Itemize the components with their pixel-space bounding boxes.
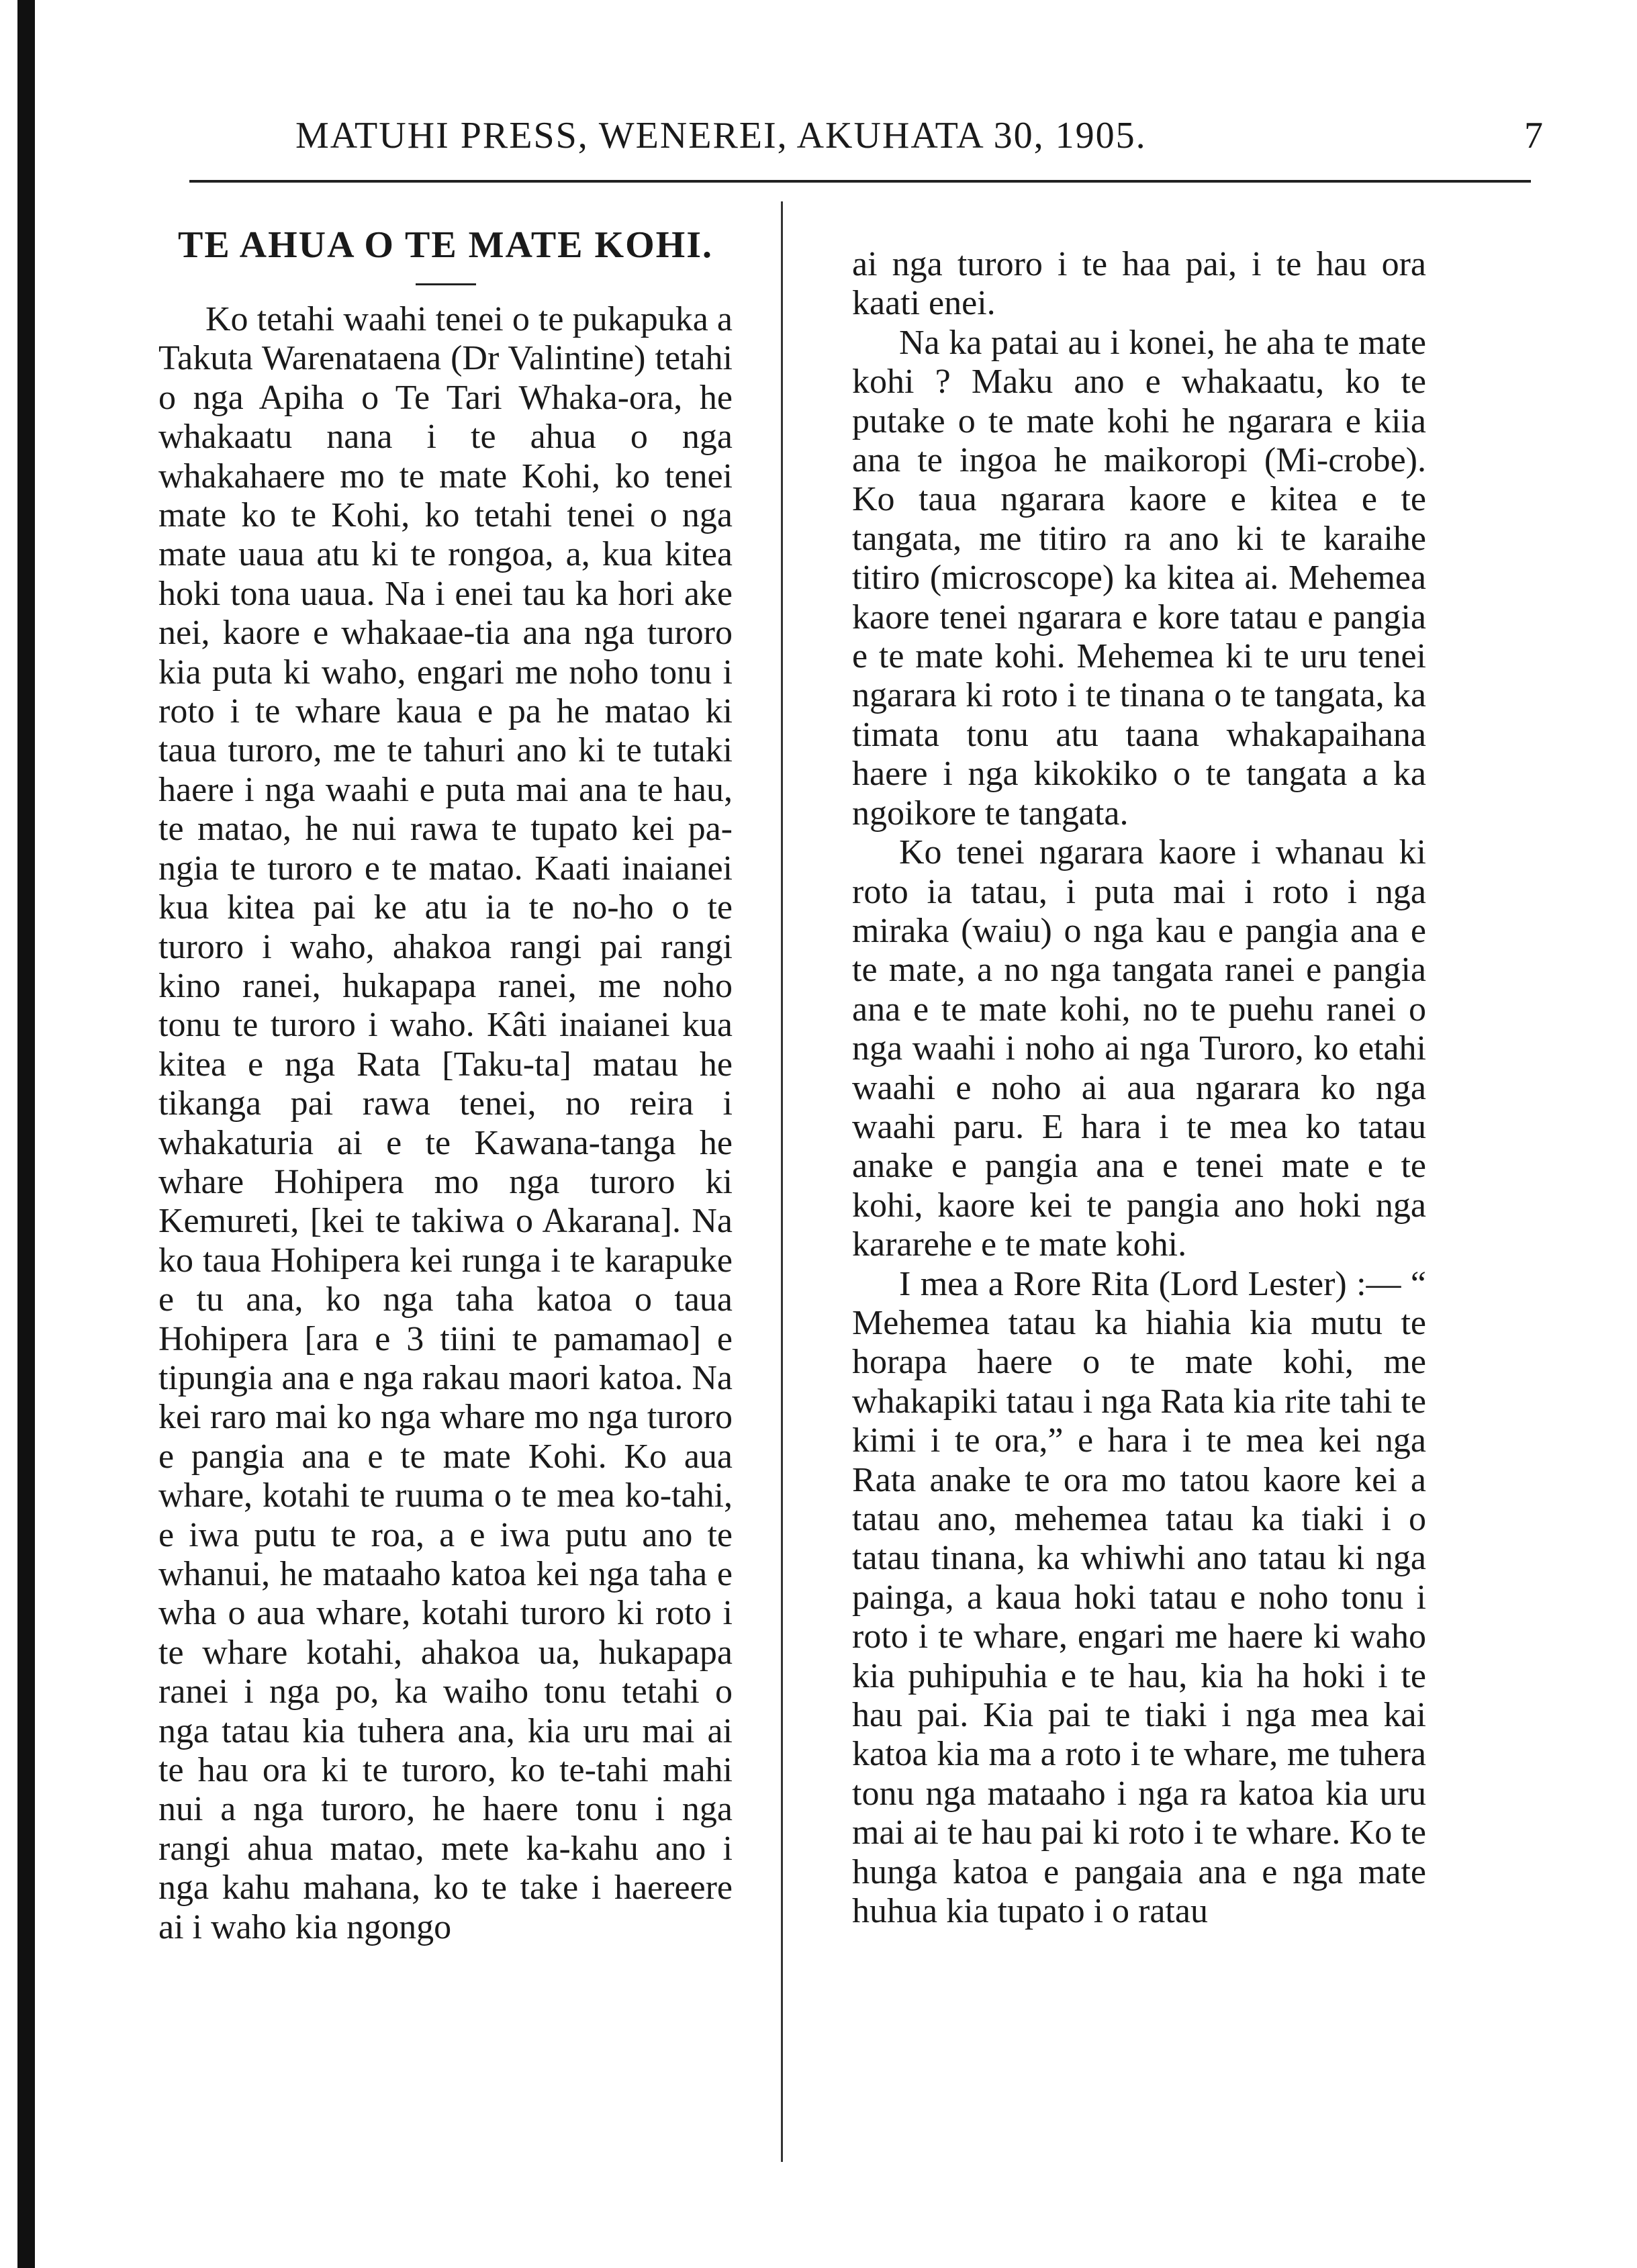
page-binding-edge xyxy=(17,0,35,2268)
left-column xyxy=(158,222,733,1947)
article-title: TE AHUA O TE MATE KOHI. xyxy=(178,224,713,266)
paragraph: Ko tetahi waahi tenei o te pukapuka a Takuta Warenataena (Dr Valintine) tetahi o nga Apiha o Te Tari Whaka-ora, he whakaatu nana i te ahua o nga whakahaere mo te mate Kohi, ko tenei mate ko te Kohi, ko tetahi tenei o nga mate uaua atu ki te rongoa, a, kua kitea hoki tona uaua. Na i enei tau ka hori ake nei, kaore e whakaae-tia ana nga turoro kia puta ki waho, engari me noho tonu i roto i te whare kaua e pa he matao ki taua turoro, me te tahuri ano ki te tutaki haere i nga waahi e puta mai ana te hau, te matao, he nui rawa te tupato kei pa-ngia te turoro e te matao. Kaati inaianei kua kitea pai ke atu ia te no-ho o te turoro i waho, ahakoa rangi pai rangi kino ranei, hukapapa ranei, me noho tonu te turoro i waho. Kâti inaianei kua kitea e nga Rata [Taku-ta] matau he tikanga pai rawa tenei, no reira i whakaturia ai e te Kawana-tanga he whare Hohipera mo nga turoro ki Kemureti, [kei te takiwa o Akarana]. Na ko taua Hohipera kei runga i te karapuke e tu ana, ko nga taha katoa o taua Hohipera [ara e 3 tiini te pamamao] e tipungia ana e nga rakau maori katoa. Na kei raro mai ko nga whare mo nga turoro e pangia ana e te mate Kohi. Ko aua whare, kotahi te ruuma o te mea ko-tahi, e iwa putu te roa, a e iwa putu ano te whanui, he mataaho katoa kei nga taha e wha o aua whare, kotahi turoro ki roto i te whare kotahi, ahakoa ua, hukapapa ranei i nga po, ka waiho tonu tetahi o nga tatau kia tuhera ana, kia uru mai ai te hau ora ki te turoro, ko te-tahi mahi nui a nga turoro, he haere tonu i nga rangi ahua matao, mete ka-kahu ano i nga kahu mahana, ko te take i haereere ai i waho kia ngongo xyxy=(158,300,733,1946)
page-number: 7 xyxy=(1524,115,1544,156)
paragraph: Ko tenei ngarara kaore i whanau ki roto ia tatau, i puta mai i roto i nga miraka (waiu) o nga kau e pangia ana e te mate, a no nga tangata ranei e pangia ana e te mate kohi, no te puehu ranei o nga waahi i noho ai nga Turoro, ko etahi waahi e noho ai aua ngarara ko nga waahi paru. E hara i te mea ko tatau anake e pangia ana e tenei mate e te kohi, kaore kei te pangia ano hoki nga kararehe e te mate kohi. xyxy=(852,833,1426,1264)
paragraph: Na ka patai au i konei, he aha te mate kohi ? Maku ano e whakaatu, ko te putake o te mate kohi he ngarara e kiia ana te ingoa he maikoropi (Mi-crobe). Ko taua ngarara kaore e kitea e te tangata, me titiro ra ano ki te karaihe titiro (microscope) ka kitea ai. Mehemea kaore tenei ngarara e kore tatau e pangia e te mate kohi. Mehemea ki te uru tenei ngarara ki roto i te tinana o te tangata, ka timata tonu atu taana whakapaihana haere i nga kikokiko o te tangata a ka ngoikore te tangata. xyxy=(852,323,1426,833)
paragraph: ai nga turoro i te haa pai, i te hau ora kaati enei. xyxy=(852,245,1426,323)
header-rule xyxy=(189,180,1531,183)
newspaper-masthead: MATUHI PRESS, WENEREI, AKUHATA 30, 1905. xyxy=(295,115,1147,156)
title-rule xyxy=(416,283,476,285)
right-column xyxy=(852,245,1426,1931)
column-divider xyxy=(781,201,783,2162)
page-header xyxy=(295,114,1544,175)
paragraph: I mea a Rore Rita (Lord Lester) :— “ Mehemea tatau ka hiahia kia mutu te horapa haere o te mate kohi, me whakapiki tatau i nga Rata kia rite tahi te kimi i te ora,” e hara i te mea kei nga Rata anake te ora mo tatou kaore kei a tatau ano, mehemea tatau ka tiaki i o tatau tinana, ka whiwhi ano tatau ki nga painga, a kaua hoki tatau e noho tonu i roto i te whare, engari me haere ki waho kia puhipuhia e te hau, kia ha hoki i te hau pai. Kia pai te tiaki i nga mea kai katoa kia ma a roto i te whare, me tuhera tonu nga mataaho i nga ra katoa kia uru mai ai te hau pai ki roto i te whare. Ko te hunga katoa e pangaia ana e nga mate huhua kia tupato i o ratau xyxy=(852,1264,1426,1931)
